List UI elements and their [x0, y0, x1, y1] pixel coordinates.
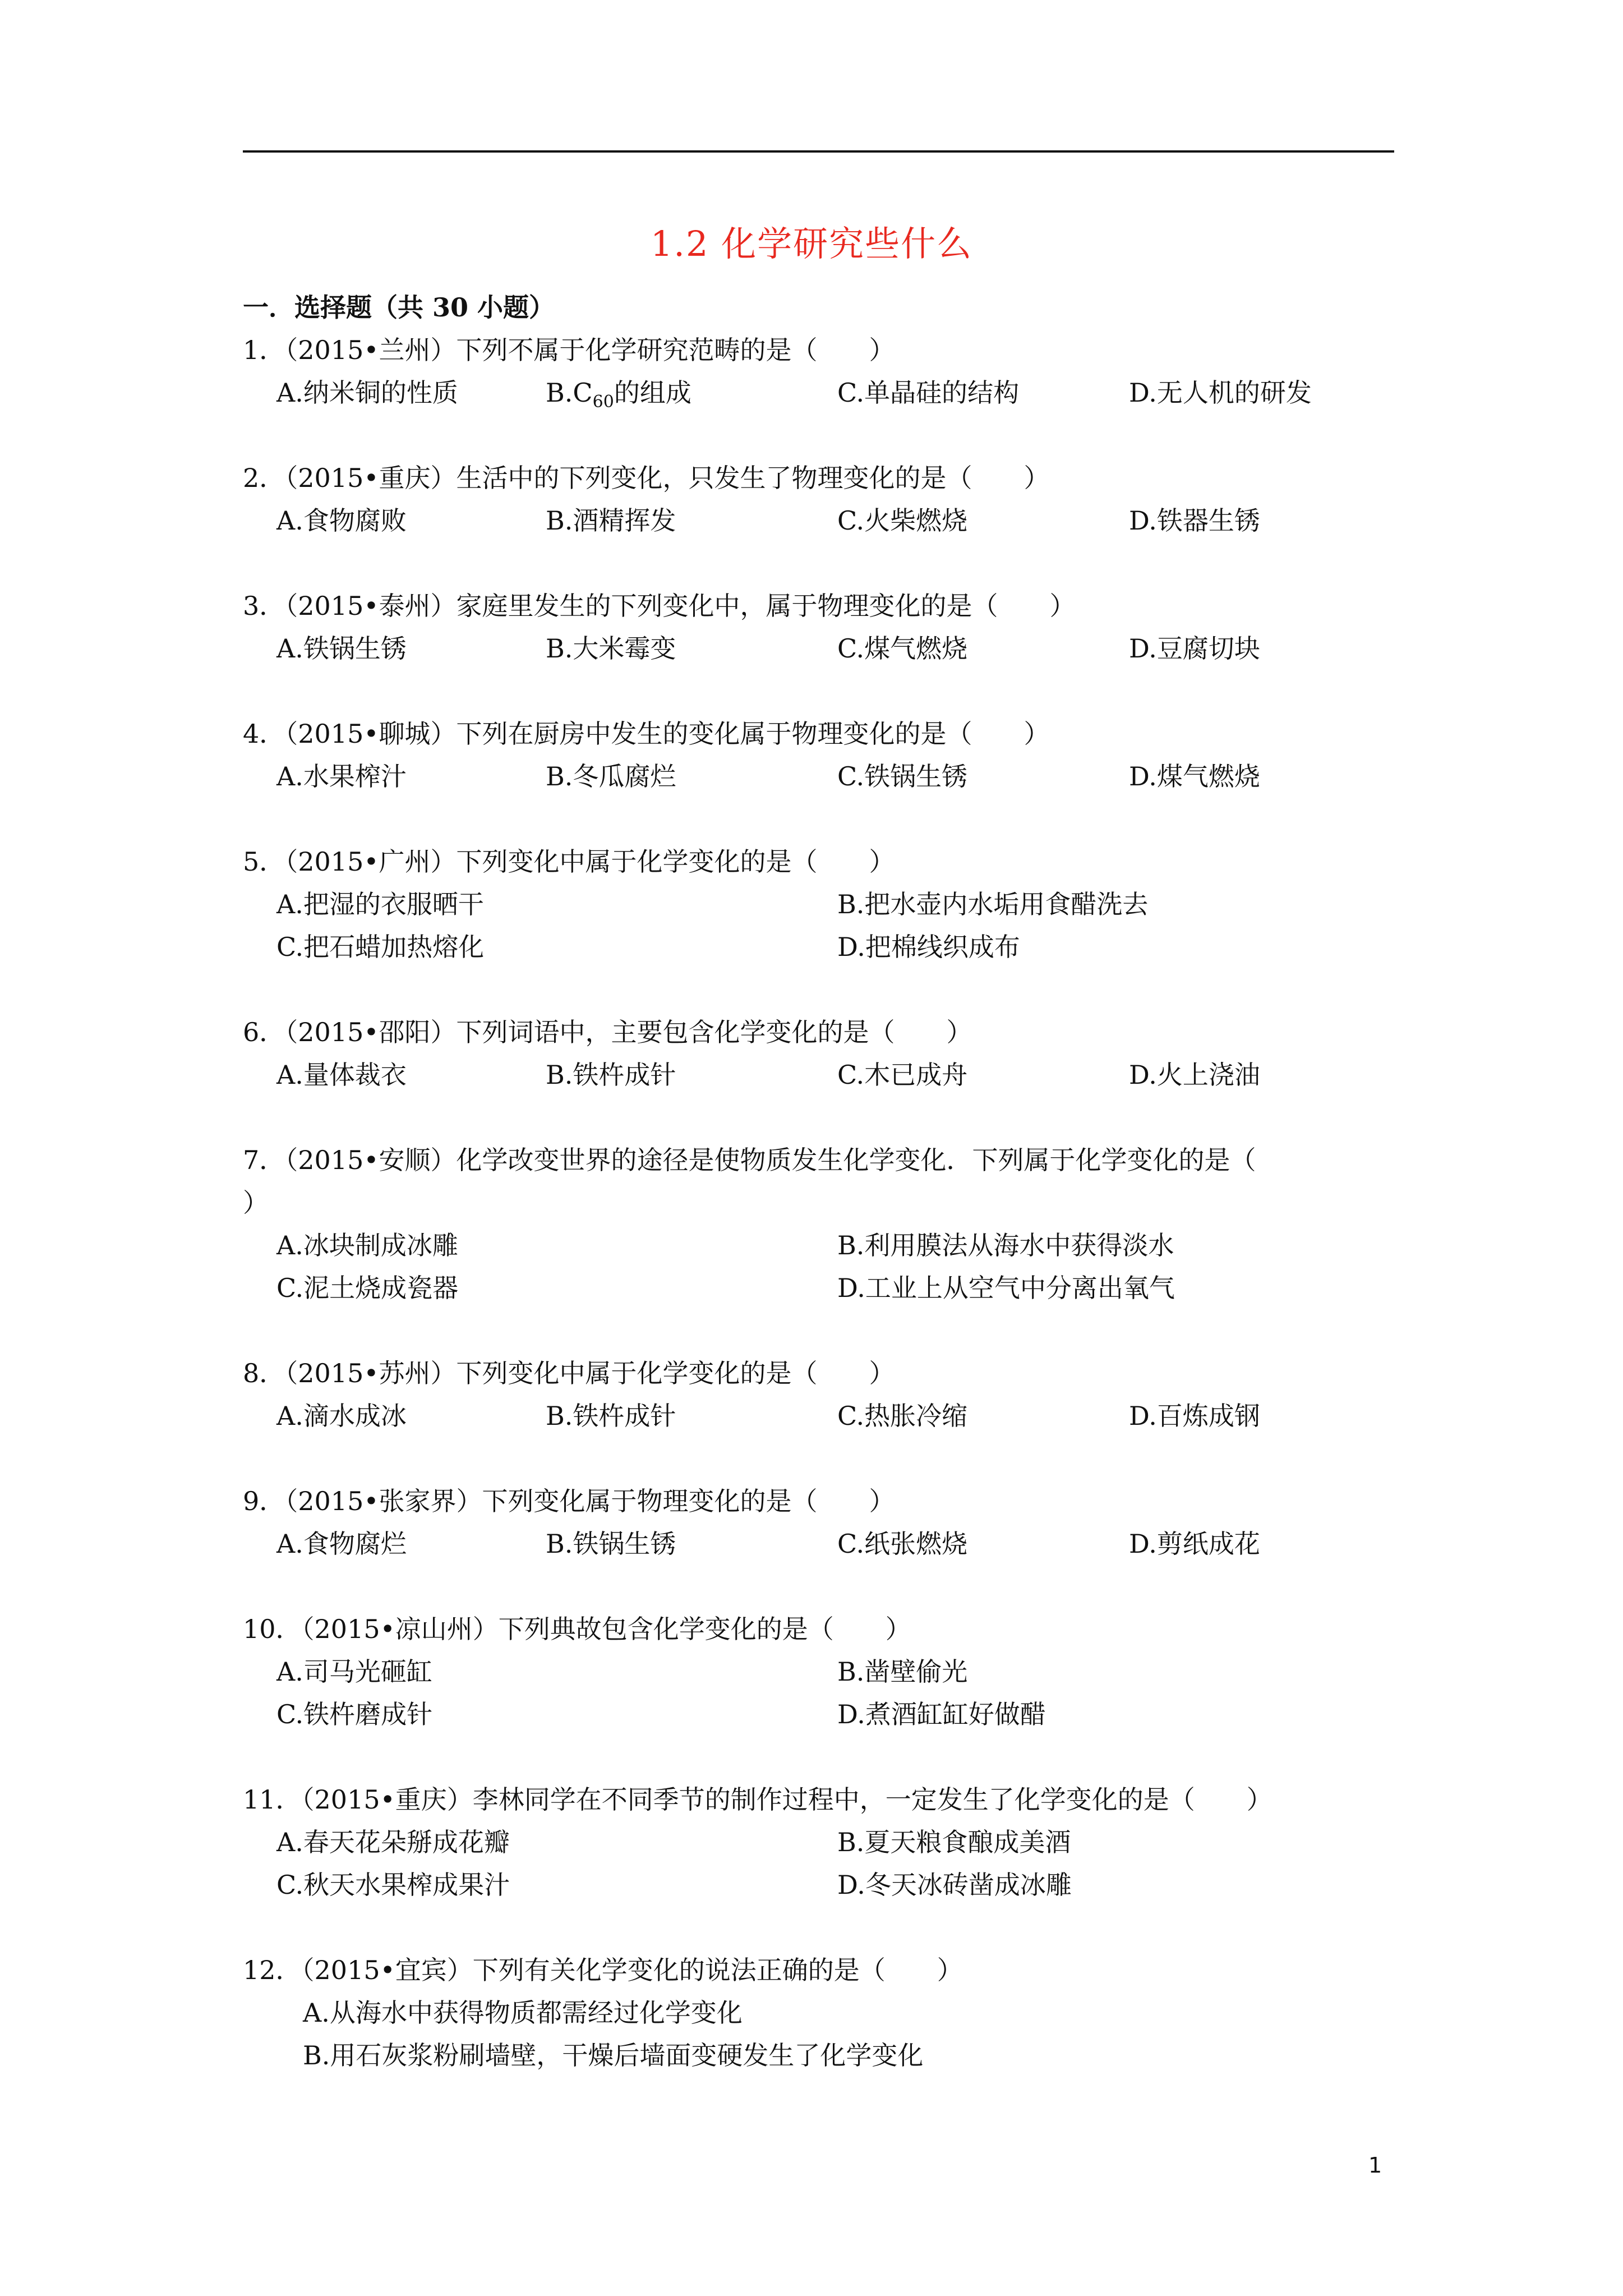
- option-d: D.铁器生锈: [1129, 505, 1260, 536]
- option-b: B.铁杵成针: [546, 1060, 676, 1090]
- option-c: C.铁杵磨成针: [276, 1699, 433, 1729]
- option-b: B.夏天粮食酿成美酒: [837, 1827, 1071, 1857]
- question-list: [243, 286, 1394, 2077]
- option-a: A.滴水成冰: [276, 1401, 407, 1431]
- question-4: [243, 712, 1394, 798]
- question-stem: 6．（2015•邵阳）下列词语中，主要包含化学变化的是（ ）: [243, 1017, 972, 1047]
- option-c: C.单晶硅的结构: [837, 378, 1020, 408]
- option-a: A.食物腐败: [276, 505, 407, 536]
- option-b: B.酒精挥发: [546, 505, 676, 536]
- question-stem: 5．（2015•广州）下列变化中属于化学变化的是（ ）: [243, 846, 895, 877]
- option-b: B.冬瓜腐烂: [546, 761, 676, 792]
- option-b: B.凿壁偷光: [837, 1657, 968, 1687]
- question-stem: 11．（2015•重庆）李林同学在不同季节的制作过程中，一定发生了化学变化的是（ ）: [243, 1784, 1272, 1815]
- option-a: A.司马光砸缸: [276, 1657, 432, 1687]
- question-5: [243, 840, 1394, 968]
- option-a: A.量体裁衣: [276, 1060, 407, 1090]
- question-options: [243, 755, 1394, 798]
- question-options: [243, 1224, 1394, 1309]
- option-c: C.煤气燃烧: [837, 633, 968, 664]
- option-b: B.铁锅生锈: [546, 1529, 676, 1559]
- option-b: B.利用膜法从海水中获得淡水: [837, 1230, 1174, 1260]
- question-2: [243, 457, 1394, 542]
- question-stem: 3．（2015•泰州）家庭里发生的下列变化中，属于物理变化的是（ ）: [243, 591, 1076, 621]
- option-d: D.豆腐切块: [1129, 633, 1260, 664]
- question-stem: 4．（2015•聊城）下列在厨房中发生的变化属于物理变化的是（ ）: [243, 719, 1050, 749]
- question-options: [243, 1650, 1394, 1736]
- question-10: [243, 1608, 1394, 1736]
- option-d: D.把棉线织成布: [837, 932, 1020, 962]
- option-c: C.热胀冷缩: [837, 1401, 968, 1431]
- option-c: C.纸张燃烧: [837, 1529, 968, 1559]
- question-1: [243, 329, 1394, 414]
- option-c: C.火柴燃烧: [837, 505, 968, 536]
- option-c: C.秋天水果榨成果汁: [276, 1870, 510, 1900]
- header-rule: [243, 150, 1394, 153]
- option-a: A.冰块制成冰雕: [276, 1230, 458, 1260]
- option-a: A.纳米铜的性质: [276, 378, 458, 408]
- question-stem: 7．（2015•安顺）化学改变世界的途径是使物质发生化学变化．下列属于化学变化的是（: [243, 1145, 1256, 1175]
- question-11: [243, 1778, 1394, 1906]
- question-stem: 2．（2015•重庆）生活中的下列变化，只发生了物理变化的是（ ）: [243, 463, 1050, 493]
- question-options: [243, 627, 1394, 670]
- question-stem: 8．（2015•苏州）下列变化中属于化学变化的是（ ）: [243, 1358, 895, 1388]
- option-b: B.大米霉变: [546, 633, 676, 664]
- option-b: B.把水壶内水垢用食醋洗去: [837, 889, 1149, 919]
- option-d: D.火上浇油: [1129, 1060, 1260, 1090]
- question-options: [243, 1821, 1394, 1906]
- option-d: D.工业上从空气中分离出氧气: [837, 1273, 1175, 1303]
- option-a: A.水果榨汁: [276, 761, 407, 792]
- option-b: $B.C_{60}$的组成: [546, 378, 691, 412]
- option-a: A.春天花朵掰成花瓣: [276, 1827, 510, 1857]
- option-d: D.无人机的研发: [1129, 378, 1312, 408]
- question-options: [243, 499, 1394, 542]
- option-a: A.食物腐烂: [276, 1529, 407, 1559]
- option-d: D.冬天冰砖凿成冰雕: [837, 1870, 1072, 1900]
- option-b: B.铁杵成针: [546, 1401, 676, 1431]
- option-a: A.铁锅生锈: [276, 633, 407, 664]
- question-7: [243, 1139, 1394, 1309]
- option-b: B.用石灰浆粉刷墙壁，干燥后墙面变硬发生了化学变化: [303, 2040, 924, 2070]
- question-stem: 10．（2015•凉山州）下列典故包含化学变化的是（ ）: [243, 1614, 911, 1644]
- question-options: [243, 1522, 1394, 1565]
- page-title: 1.2 化学研究些什么: [650, 223, 973, 264]
- option-d: D.百炼成钢: [1129, 1401, 1260, 1431]
- question-stem: 12．（2015•宜宾）下列有关化学变化的说法正确的是（ ）: [243, 1955, 963, 1985]
- section-heading: 一．选择题（共 30 小题）: [243, 292, 555, 323]
- option-d: D.煮酒缸缸好做醋: [837, 1699, 1046, 1729]
- question-stem-continued: ）: [243, 1188, 269, 1218]
- option-d: D.剪纸成花: [1129, 1529, 1260, 1559]
- question-options: [243, 1991, 1394, 2077]
- question-3: [243, 585, 1394, 670]
- question-options: [243, 883, 1394, 968]
- option-c: C.把石蜡加热熔化: [276, 932, 485, 962]
- question-options: [243, 1395, 1394, 1437]
- question-options: [243, 1053, 1394, 1096]
- question-12: [243, 1949, 1394, 2077]
- question-8: [243, 1352, 1394, 1437]
- option-d: D.煤气燃烧: [1129, 761, 1260, 792]
- option-a: A.从海水中获得物质都需经过化学变化: [303, 1998, 743, 2028]
- question-stem: 9．（2015•张家界）下列变化属于物理变化的是（ ）: [243, 1486, 895, 1516]
- option-c: C.木已成舟: [837, 1060, 968, 1090]
- question-options: [243, 371, 1394, 414]
- page-number: 1: [1368, 2153, 1382, 2178]
- option-a: A.把湿的衣服晒干: [276, 889, 484, 919]
- option-c: C.泥土烧成瓷器: [276, 1273, 459, 1303]
- option-c: C.铁锅生锈: [837, 761, 968, 792]
- question-stem: 1．（2015•兰州）下列不属于化学研究范畴的是（ ）: [243, 335, 895, 365]
- subscript-60: 60: [592, 392, 614, 412]
- question-9: [243, 1480, 1394, 1565]
- question-6: [243, 1011, 1394, 1096]
